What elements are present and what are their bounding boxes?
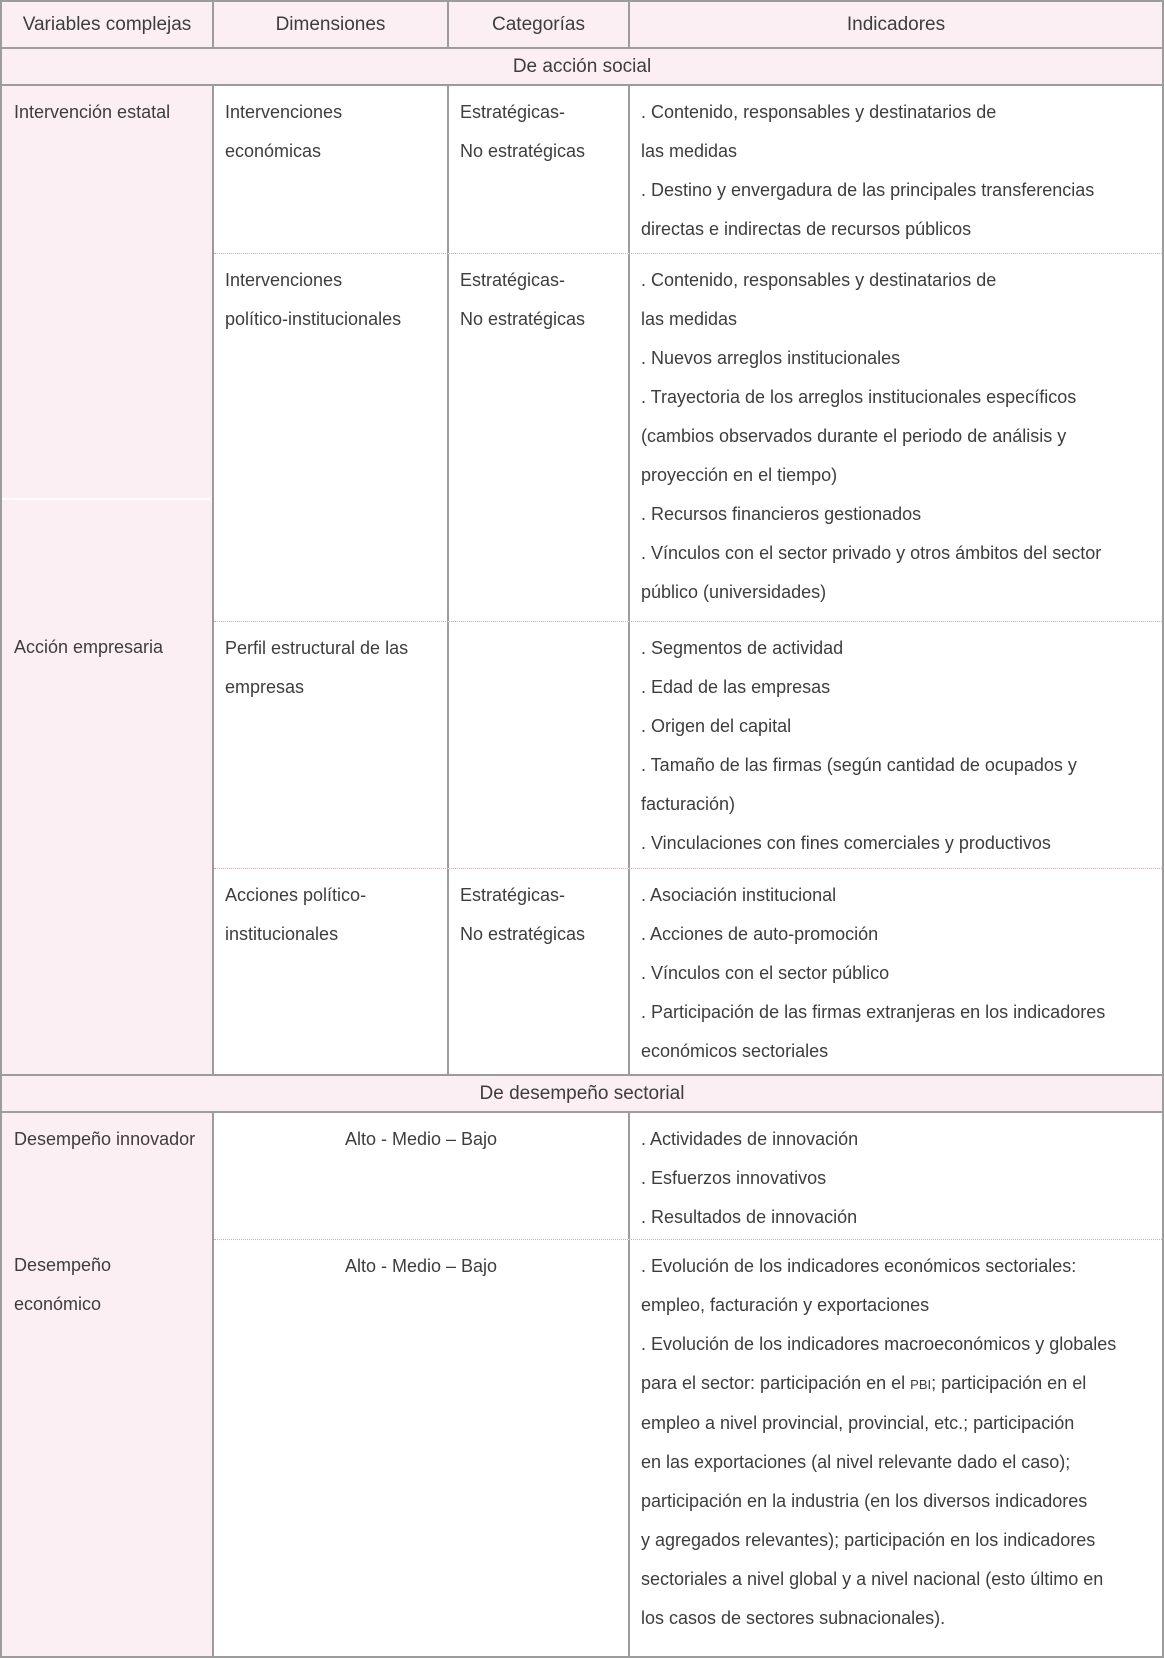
variable-desempeno-economico [14, 1246, 208, 1324]
text-line: (cambios observados durante el periodo de análisis y [641, 426, 1067, 446]
text-line: y agregados relevantes); participación en los indicadores [641, 1530, 1096, 1550]
text-line: económico [14, 1294, 102, 1314]
text-line: . Contenido, responsables y destinatarios de [641, 102, 997, 122]
text-line: . Actividades de innovación [641, 1129, 859, 1149]
text-line: . Participación de las firmas extranjeras en los indicadores [641, 1002, 1106, 1022]
text-line: No estratégicas [460, 924, 586, 944]
text-line: . Segmentos de actividad [641, 638, 844, 658]
text-line: . Origen del capital [641, 716, 792, 736]
text-line: proyección en el tiempo) [641, 465, 838, 485]
variables-column-strip [2, 86, 214, 1074]
table-header-row [2, 2, 1162, 49]
text-line: . Contenido, responsables y destinatarios de [641, 270, 997, 290]
dimension-cell [214, 622, 449, 868]
variable-cell-divider [2, 498, 210, 500]
indicator-cell [630, 869, 1162, 1074]
dimension-cell [214, 869, 449, 1074]
variable-intervencion-estatal [14, 93, 208, 132]
indicator-cell [630, 1240, 1162, 1656]
text-line: empleo a nivel provincial, provincial, etc.; participación [641, 1413, 1075, 1433]
text-line: Acción empresaria [14, 637, 164, 657]
category-cell [449, 254, 630, 621]
text-line: No estratégicas [460, 309, 586, 329]
text-line: público (universidades) [641, 582, 827, 602]
text-line: Intervención estatal [14, 102, 171, 122]
scale-cell: Alto - Medio – Bajo [214, 1240, 630, 1656]
text-line: Intervenciones [225, 270, 343, 290]
smallcaps-pbi: PBI [910, 1377, 932, 1392]
variable-accion-empresaria [14, 628, 208, 667]
table-row [214, 1239, 1162, 1656]
column-header-dimensions: Dimensiones [214, 2, 449, 47]
text-line: . Edad de las empresas [641, 677, 831, 697]
text-line: . Evolución de los indicadores macroeconómicos y globales [641, 1334, 1117, 1354]
text-line: económicas [225, 141, 322, 161]
text-line: las medidas [641, 309, 738, 329]
text-line: los casos de sectores subnacionales). [641, 1608, 946, 1628]
text-line: sectoriales a nivel global y a nivel nacional (esto último en [641, 1569, 1104, 1589]
text-line: . Recursos financieros gestionados [641, 504, 922, 524]
text-line: para el sector: participación en el PBI; participación en el [641, 1373, 1087, 1393]
text-line: Acciones político- [225, 885, 367, 905]
text-line: . Evolución de los indicadores económicos sectoriales: [641, 1256, 1077, 1276]
table-row [214, 253, 1162, 621]
text-line: . Vínculos con el sector público [641, 963, 890, 983]
text-line: Desempeño innovador [14, 1129, 196, 1149]
section-band-desempeno-sectorial: De desempeño sectorial [2, 1074, 1162, 1113]
table-row [214, 621, 1162, 868]
text-line: . Vínculos con el sector privado y otros ámbitos del sector [641, 543, 1102, 563]
text-line: No estratégicas [460, 141, 586, 161]
section-accion-social [2, 86, 1162, 1074]
column-header-variables: Variables complejas [2, 2, 214, 47]
text-line: empleo, facturación y exportaciones [641, 1295, 930, 1315]
text-line: . Destino y envergadura de las principales transferencias [641, 180, 1095, 200]
text-line: participación en la industria (en los diversos indicadores [641, 1491, 1088, 1511]
indicator-cell [630, 254, 1162, 621]
category-cell [449, 86, 630, 253]
text-line: económicos sectoriales [641, 1041, 829, 1061]
text-line: Desempeño [14, 1255, 112, 1275]
column-header-indicators: Indicadores [846, 13, 946, 35]
text-line: Intervenciones [225, 102, 343, 122]
table-row [214, 1113, 1162, 1239]
text-line: en las exportaciones (al nivel relevante dado el caso); [641, 1452, 1071, 1472]
text-line: . Acciones de auto-promoción [641, 924, 879, 944]
text-line: Estratégicas- [460, 885, 566, 905]
section-band-accion-social: De acción social [2, 49, 1162, 86]
variables-column-strip [2, 1113, 214, 1656]
dimension-cell [214, 254, 449, 621]
text-line: facturación) [641, 794, 736, 814]
text-line: Perfil estructural de las [225, 638, 409, 658]
text-line: . Esfuerzos innovativos [641, 1168, 827, 1188]
indicator-cell [630, 1113, 1162, 1239]
text-line: . Resultados de innovación [641, 1207, 858, 1227]
table-row [214, 868, 1162, 1074]
text-line: directas e indirectas de recursos públicos [641, 219, 972, 239]
text-line: las medidas [641, 141, 738, 161]
text-line: . Nuevos arreglos institucionales [641, 348, 901, 368]
text-line: político-institucionales [225, 309, 402, 329]
section-desempeno-sectorial [2, 1113, 1162, 1656]
text-line: Estratégicas- [460, 102, 566, 122]
text-line: . Vinculaciones con fines comerciales y productivos [641, 833, 1051, 853]
variable-desempeno-innovador [14, 1120, 208, 1159]
text-line: institucionales [225, 924, 339, 944]
text-line: . Trayectoria de los arreglos institucionales específicos [641, 387, 1077, 407]
dimension-cell [214, 86, 449, 253]
indicator-cell [630, 86, 1162, 253]
scale-cell: Alto - Medio – Bajo [214, 1113, 630, 1239]
text-line: Estratégicas- [460, 270, 566, 290]
indicator-cell [630, 622, 1162, 868]
text-line: empresas [225, 677, 305, 697]
table-row [214, 86, 1162, 253]
column-header-categories: Categorías [449, 2, 630, 47]
category-cell [449, 869, 630, 1074]
text-line: . Asociación institucional [641, 885, 837, 905]
text-line: . Tamaño de las firmas (según cantidad de ocupados y [641, 755, 1077, 775]
category-cell [449, 622, 630, 868]
